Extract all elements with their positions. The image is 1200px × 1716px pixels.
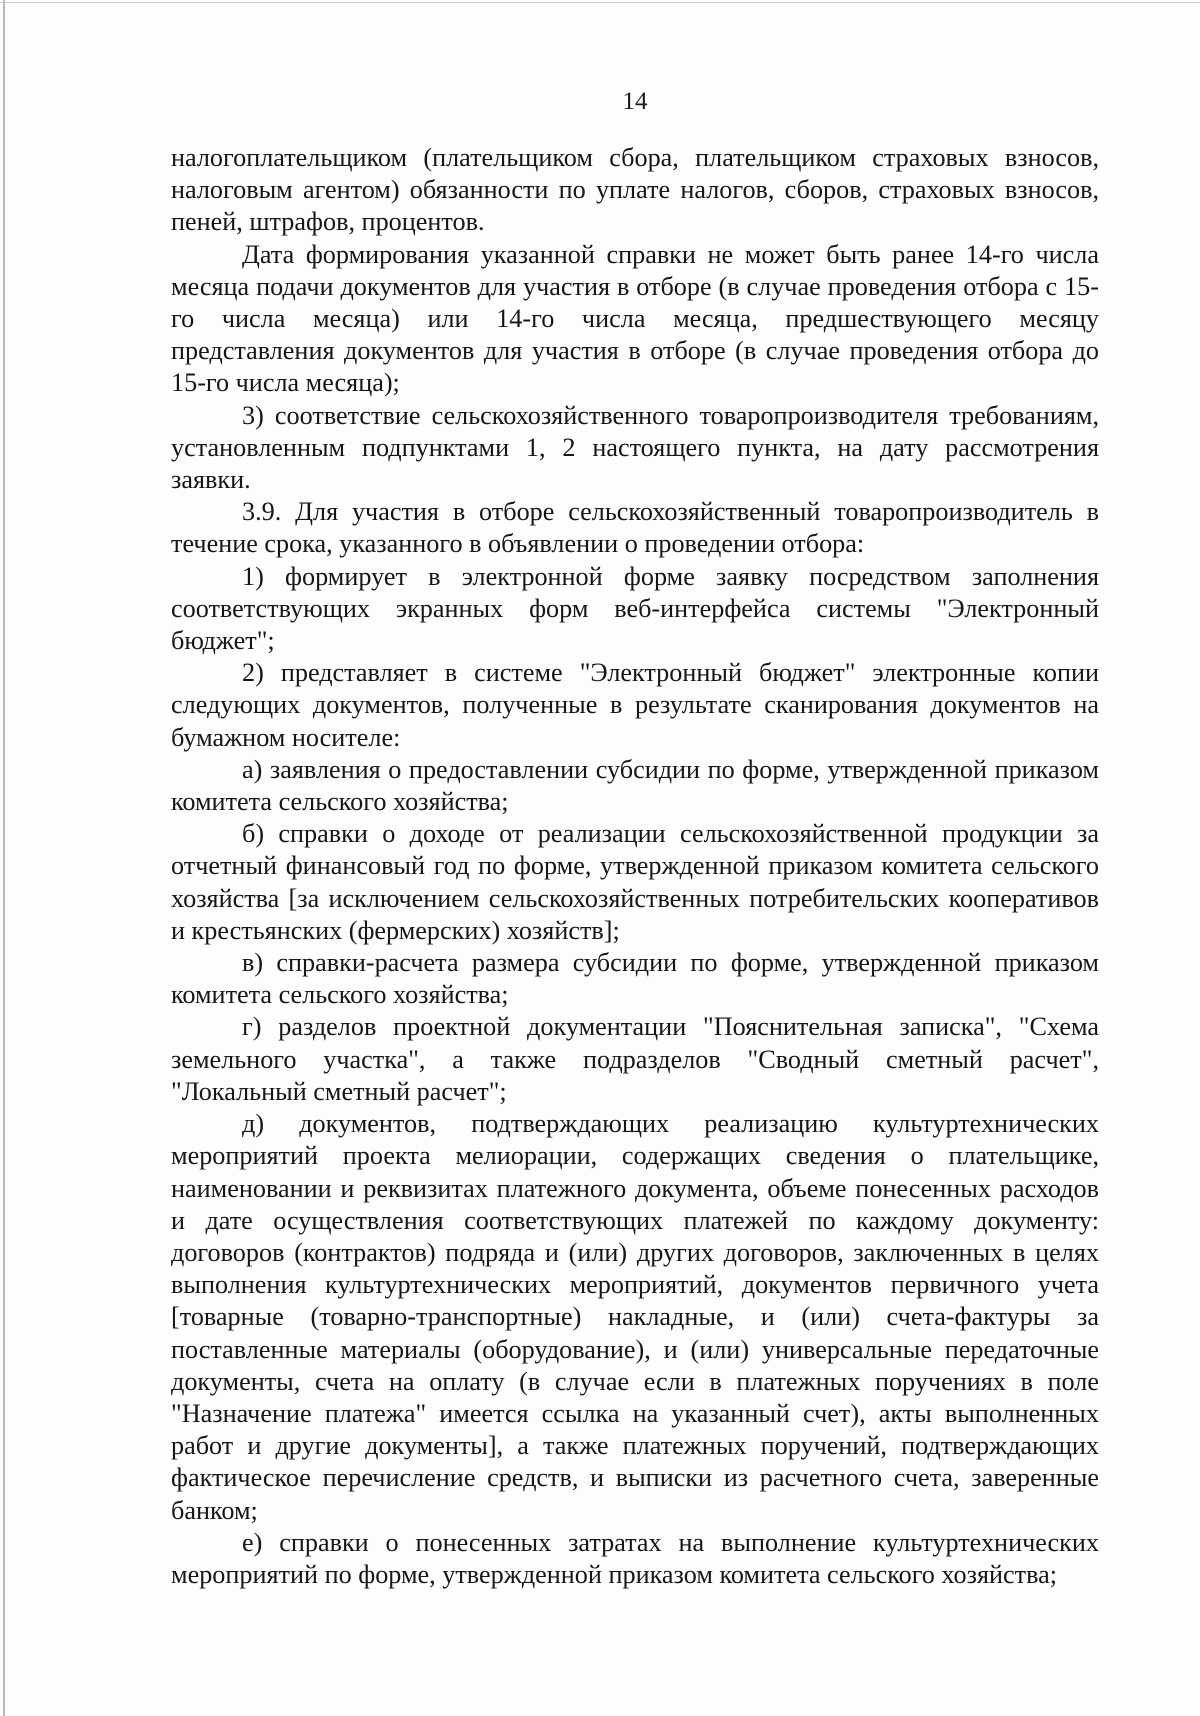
scan-left-edge [3,0,5,1716]
paragraph-sub-v: в) справки-расчета размера субсидии по форме, утвержденной приказом комитета сельского хозяйства; [171,948,1099,1010]
paragraph-sub-d: д) документов, подтверждающих реализацию культуртехнических мероприятий проекта мелиорации, содержащих сведения о плательщике, наименовании и реквизитах платежного документа, объеме понесенных расходов и дате осуществления соответствующих платежей по каждому документу: договоров (контрактов) подряда и (или) других договоров, заключенных в целях выполнения культуртехнических мероприятий, документов первичного учета [товарные (товарно-транспортные) накладные, и (или) счета-фактуры за поставленные материалы (оборудование), и (или) универсальные передаточные документы, счета на оплату (в случае если в платежных поручениях в поле "Назначение платежа" имеется ссылка на указанный счет), акты выполненных работ и другие документы], а также платежных поручений, подтверждающих фактическое перечисление средств, и выписки из расчетного счета, заверенные банком; [171,1109,1099,1525]
paragraph-sub-b: б) справки о доходе от реализации сельскохозяйственной продукции за отчетный финансовый год по форме, утвержденной приказом комитета сельского хозяйства [за исключением сельскохозяйственных потребительских кооперативов и крестьянских (фермерских) хозяйств]; [171,819,1099,945]
paragraph-item-2: 2) представляет в системе "Электронный бюджет" электронные копии следующих документов, полученные в результате сканирования документов на бумажном носителе: [171,658,1099,752]
paragraph-item-3: 3) соответствие сельскохозяйственного товаропроизводителя требованиям, установленным подпунктами 1, 2 настоящего пункта, на дату рассмотрения заявки. [171,400,1099,495]
document-body [171,142,1099,1591]
page-number: 14 [622,88,648,115]
paragraph-item-1: 1) формирует в электронной форме заявку посредством заполнения соответствующих экранных форм веб-интерфейса системы "Электронный бюджет"; [171,561,1099,656]
paragraph-section-3-9: 3.9. Для участия в отборе сельскохозяйственный товаропроизводитель в течение срока, указанного в объявлении о проведении отбора: [171,497,1099,559]
scan-top-edge [0,2,1200,3]
paragraph-continuation: налогоплательщиком (плательщиком сбора, плательщиком страховых взносов, налоговым агентом) обязанности по уплате налогов, сборов, страховых взносов, пеней, штрафов, процентов. [171,143,1099,237]
paragraph-sub-a: а) заявления о предоставлении субсидии по форме, утвержденной приказом комитета сельского хозяйства; [171,754,1099,817]
paragraph-reference-date: Дата формирования указанной справки не может быть ранее 14-го числа месяца подачи документов для участия в отборе (в случае проведения отбора с 15-го числа месяца) или 14-го числа месяца, предшествующего месяцу представления документов для участия в отборе (в случае проведения отбора до 15-го числа месяца); [171,239,1099,398]
paragraph-sub-g: г) разделов проектной документации "Пояснительная записка", "Схема земельного участка", а также подразделов "Сводный сметный расчет", "Локальный сметный расчет"; [171,1012,1099,1106]
paragraph-sub-e: е) справки о понесенных затратах на выполнение культуртехнических мероприятий по форме, утвержденной приказом комитета сельского хозяйства; [171,1527,1099,1589]
